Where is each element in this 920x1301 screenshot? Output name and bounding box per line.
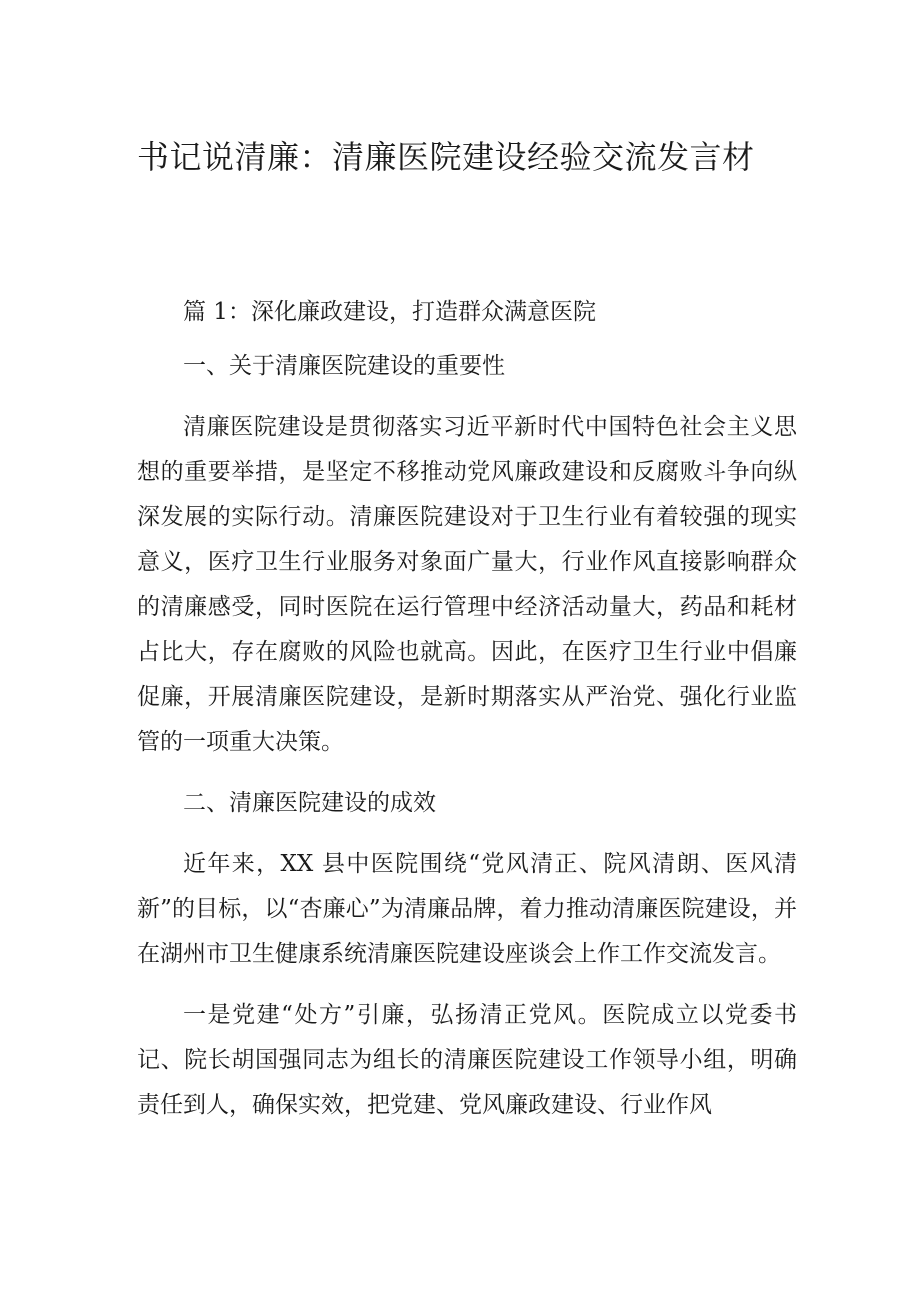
paragraph-results-intro: 近年来，XX 县中医院围绕“党风清正、院风清朗、医风清新”的目标，以“杏廉心”为清廉品牌，着力推动清廉医院建设，并在湖州市卫生健康系统清廉医院建设座谈会上作工作交流发言。 xyxy=(137,851,797,967)
section-heading: 篇 1：深化廉政建设，打造群众满意医院 xyxy=(183,299,596,325)
subsection-heading-results: 二、清廉医院建设的成效 xyxy=(183,790,436,816)
document-title: 书记说清廉：清廉医院建设经验交流发言材 xyxy=(137,138,755,176)
subsection-heading-importance: 一、关于清廉医院建设的重要性 xyxy=(183,353,505,379)
paragraph-party-building: 一是党建“处方”引廉，弘扬清正党风。医院成立以党委书记、院长胡国强同志为组长的清廉医院建设工作领导小组，明确责任到人，确保实效，把党建、党风廉政建设、行业作风 xyxy=(137,1002,797,1118)
paragraph-importance: 清廉医院建设是贯彻落实习近平新时代中国特色社会主义思想的重要举措，是坚定不移推动党风廉政建设和反腐败斗争向纵深发展的实际行动。清廉医院建设对于卫生行业有着较强的现实意义，医疗卫生行业服务对象面广量大，行业作风直接影响群众的清廉感受，同时医院在运行管理中经济活动量大，药品和耗材占比大，存在腐败的风险也就高。因此，在医疗卫生行业中倡廉促廉，开展清廉医院建设，是新时期落实从严治党、强化行业监管的一项重大决策。 xyxy=(137,414,797,755)
document-body xyxy=(137,290,797,1144)
